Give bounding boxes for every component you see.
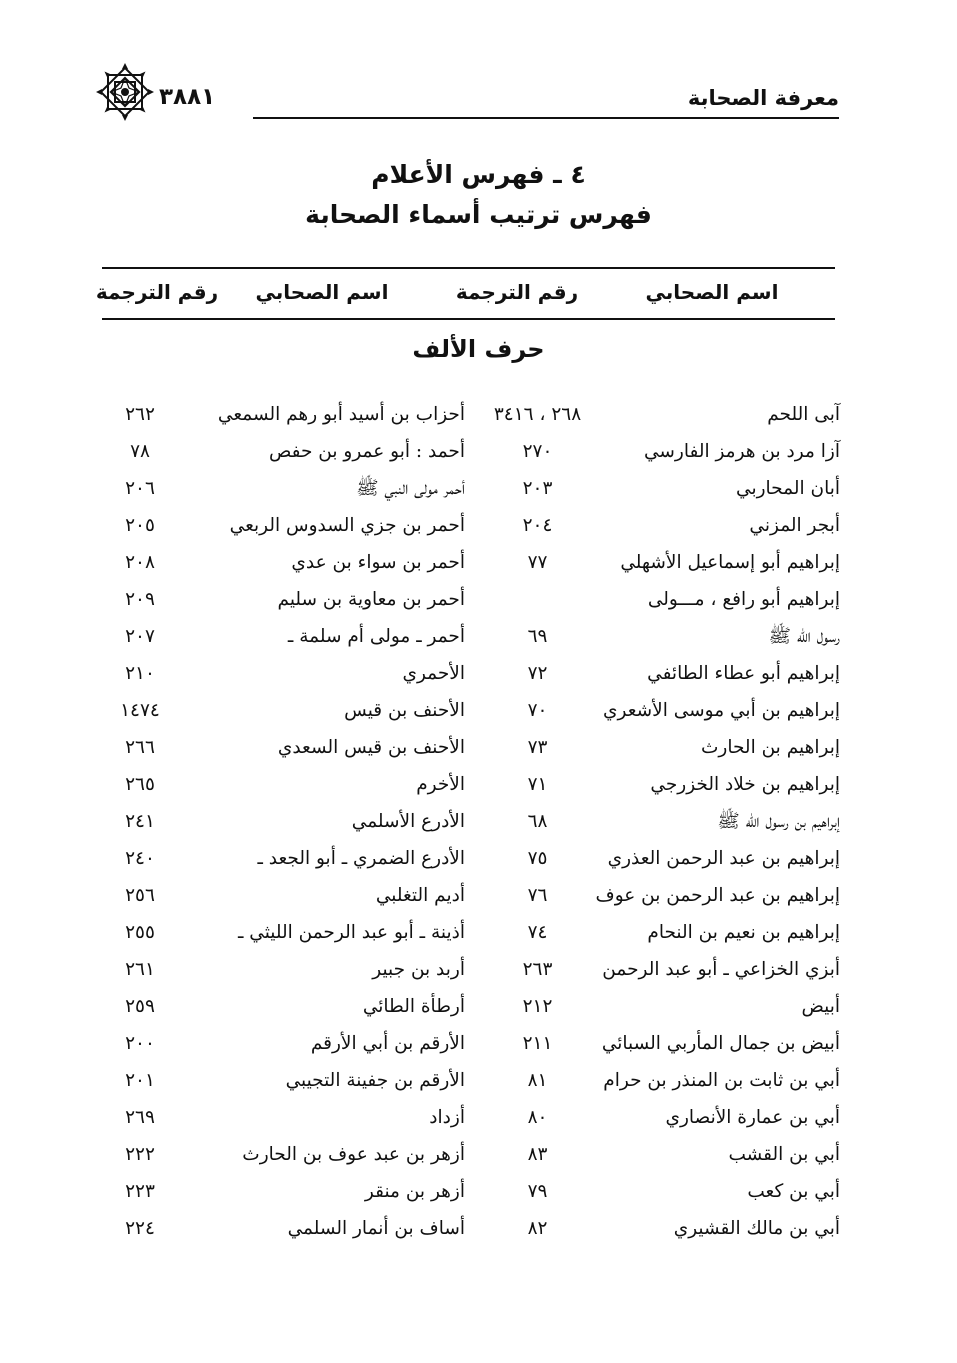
companion-name-right: إبراهيم بن الحارث (701, 737, 840, 758)
entry-number-left: ٢٠٠ (125, 1033, 155, 1054)
index-row (95, 655, 840, 692)
companion-name-left: أذينة ـ أبو عبد الرحمن الليثي ـ (237, 922, 465, 943)
index-row (95, 1210, 840, 1247)
companion-name-right: إبراهيم أبو عطاء الطائفي (647, 663, 840, 684)
page-number: ٣٨٨١ (159, 84, 216, 110)
entry-number-left: ٢٦٦ (125, 737, 155, 758)
index-rows (95, 396, 840, 1247)
entry-number-right: ٢١١ (522, 1033, 553, 1054)
companion-name-right: إبراهيم بن رسول الله ﷺ (717, 811, 840, 832)
entry-number-left: ٢٠٨ (125, 552, 155, 573)
entry-number-right: ٨٢ (527, 1218, 548, 1239)
index-row (95, 1062, 840, 1099)
index-row (95, 951, 840, 988)
entry-number-right: ٢٠٤ (522, 515, 553, 536)
entry-number-right: ٢٠٣ (522, 478, 553, 499)
companion-name-left: الأرقم بن أبي الأرقم (310, 1033, 465, 1054)
index-row (95, 544, 840, 581)
companion-name-left: الأرقم بن جفينة التجيبي (285, 1070, 465, 1091)
entry-number-right: ٧٢ (527, 663, 548, 684)
companion-name-left: أزداد (429, 1107, 465, 1128)
entry-number-left: ٢٦١ (125, 959, 155, 980)
companion-name-left: أحمر مولى النبي ﷺ (356, 478, 465, 499)
index-row (95, 470, 840, 507)
index-row (95, 618, 840, 655)
companion-name-right: أبي بن مالك القشيري (673, 1218, 840, 1239)
entry-number-right: ٧٥ (527, 848, 548, 869)
entry-number-left: ٢٦٥ (125, 774, 155, 795)
entry-number-right: ٦٨ (527, 811, 548, 832)
entry-number-right: ٧٩ (527, 1181, 548, 1202)
companion-name-left: الأدرع الضمري ـ أبو الجعد ـ (257, 848, 465, 869)
companion-name-left: أرطأة الطائي (362, 996, 465, 1017)
companion-name-right: إبراهيم بن خلاد الخزرجي (650, 774, 840, 795)
entry-number-left: ٢٤٠ (125, 848, 155, 869)
header-rule (253, 117, 839, 119)
index-row (95, 914, 840, 951)
companion-name-right: أبيض (801, 996, 840, 1017)
entry-number-left: ٢١٠ (125, 663, 155, 684)
eight-point-star-ornament-icon (95, 62, 155, 122)
index-row (95, 1025, 840, 1062)
companion-name-right: أبي بن القشب (728, 1144, 840, 1165)
entry-number-left: ٢٠٩ (125, 589, 155, 610)
entry-number-left: ٢٥٦ (125, 885, 155, 906)
entry-number-left: ٧٨ (130, 441, 150, 462)
companion-name-left: أساف بن أنمار السلمي (287, 1218, 465, 1239)
entry-number-left: ٢٢٤ (125, 1218, 155, 1239)
entry-number-right: ٧١ (527, 774, 548, 795)
entry-number-left: ١٤٧٤ (120, 700, 160, 721)
companion-name-right: إبراهيم بن نعيم بن النحام (647, 922, 840, 943)
entry-number-left: ٢٦٩ (125, 1107, 155, 1128)
entry-number-left: ٢٠٥ (125, 515, 155, 536)
companion-name-right: إبراهيم أبو إسماعيل الأشهلي (620, 552, 840, 573)
companion-name-right: إبراهيم أبو رافع ، مـــولى (647, 589, 840, 610)
book-title: معرفة الصحابة (687, 86, 839, 110)
entry-number-left: ٢٥٩ (125, 996, 155, 1017)
entry-number-left: ٢٠١ (125, 1070, 155, 1091)
table-top-rule (102, 267, 835, 269)
index-subtitle: فهرس ترتيب أسماء الصحابة (305, 200, 652, 229)
companion-name-right: أبي بن عمارة الأنصاري (665, 1107, 840, 1128)
companion-name-left: أحمر بن سواء بن عدي (291, 552, 465, 573)
companion-name-right: رسول الله ﷺ (768, 626, 840, 647)
entry-number-right: ٦٩ (527, 626, 548, 647)
companion-name-left: الأدرع الأسلمي (351, 811, 465, 832)
companion-name-right: آزا مرد بن هرمز الفارسي (643, 441, 840, 462)
companion-name-right: أبي بن كعب (747, 1181, 840, 1202)
companion-name-left: أزهر بن عبد عوف بن الحارث (242, 1144, 465, 1165)
index-row (95, 803, 840, 840)
entry-number-right: ٢٦٣ (522, 959, 553, 980)
column-header-number-left: رقم الترجمة (95, 280, 219, 304)
companion-name-left: أربد بن جبير (372, 959, 465, 980)
companion-name-right: إبراهيم بن عبد الرحمن العذري (607, 848, 840, 869)
entry-number-left: ٢٢٢ (125, 1144, 155, 1165)
companion-name-right: إبراهيم بن أبي موسى الأشعري (603, 700, 840, 721)
companion-name-left: أحزاب بن أسيد أبو رهم السمعي (217, 404, 465, 425)
companion-name-right: آبى اللحم (767, 404, 840, 425)
running-header (95, 62, 839, 122)
companion-name-right: أبان المحاربي (736, 478, 840, 499)
entry-number-right: ٨١ (527, 1070, 548, 1091)
entry-number-left: ٢٦٢ (125, 404, 155, 425)
index-row (95, 877, 840, 914)
entry-number-right: ٨٣ (527, 1144, 548, 1165)
companion-name-left: أديم التغلبي (375, 885, 465, 906)
entry-number-left: ٢٠٧ (125, 626, 155, 647)
index-row (95, 396, 840, 433)
section-heading: حرف الألف (412, 335, 545, 363)
companion-name-left: أحمد : أبو عمرو بن حفص (268, 441, 465, 462)
index-title: ٤ ـ فهرس الأعلام (371, 160, 586, 189)
table-header-bottom-rule (102, 318, 835, 320)
entry-number-right: ٢٦٨ ، ٣٤١٦ (493, 404, 582, 425)
entry-number-right: ٧٠ (527, 700, 548, 721)
companion-name-right: إبراهيم بن عبد الرحمن بن عوف (595, 885, 840, 906)
index-row (95, 692, 840, 729)
column-header-name-right: اسم الصحابي (645, 280, 779, 304)
companion-name-left: أحمر ـ مولى أم سلمة ـ (287, 626, 465, 647)
entry-number-right: ٧٤ (527, 922, 548, 943)
entry-number-left: ٢٢٣ (125, 1181, 155, 1202)
entry-number-right: ٨٠ (527, 1107, 548, 1128)
entry-number-right: ٧٧ (527, 552, 548, 573)
entry-number-right: ٧٣ (527, 737, 548, 758)
companion-name-right: أبزي الخزاعي ـ أبو عبد الرحمن (602, 959, 840, 980)
entry-number-right: ٢١٢ (522, 996, 553, 1017)
index-row (95, 1099, 840, 1136)
index-row (95, 729, 840, 766)
companion-name-right: أبي بن ثابت بن المنذر بن حرام (603, 1070, 840, 1091)
companion-name-right: أبجر المزني (749, 515, 840, 536)
companion-name-left: أحمر بن جزي السدوس الربعي (229, 515, 465, 536)
companion-name-left: الأحنف بن قيس السعدي (277, 737, 465, 758)
index-row (95, 988, 840, 1025)
index-row (95, 1173, 840, 1210)
index-row (95, 581, 840, 618)
column-header-number-right: رقم الترجمة (455, 280, 579, 304)
companion-name-left: أزهر بن منقر (364, 1181, 465, 1202)
entry-number-right: ٧٦ (527, 885, 548, 906)
entry-number-right: ٢٧٠ (522, 441, 553, 462)
companion-name-left: أحمر بن معاوية بن سليم (277, 589, 465, 610)
companion-name-right: أبيض بن جمال المأربي السبائي (601, 1033, 840, 1054)
index-row (95, 507, 840, 544)
entry-number-left: ٢٤١ (125, 811, 155, 832)
companion-name-left: الأخرم (416, 774, 465, 795)
column-header-name-left: اسم الصحابي (255, 280, 389, 304)
companion-name-left: الأحمري (402, 663, 465, 684)
entry-number-left: ٢٥٥ (125, 922, 155, 943)
entry-number-left: ٢٠٦ (125, 478, 155, 499)
index-row (95, 766, 840, 803)
index-row (95, 433, 840, 470)
index-row (95, 1136, 840, 1173)
index-row (95, 840, 840, 877)
companion-name-left: الأحنف بن قيس (344, 700, 465, 721)
